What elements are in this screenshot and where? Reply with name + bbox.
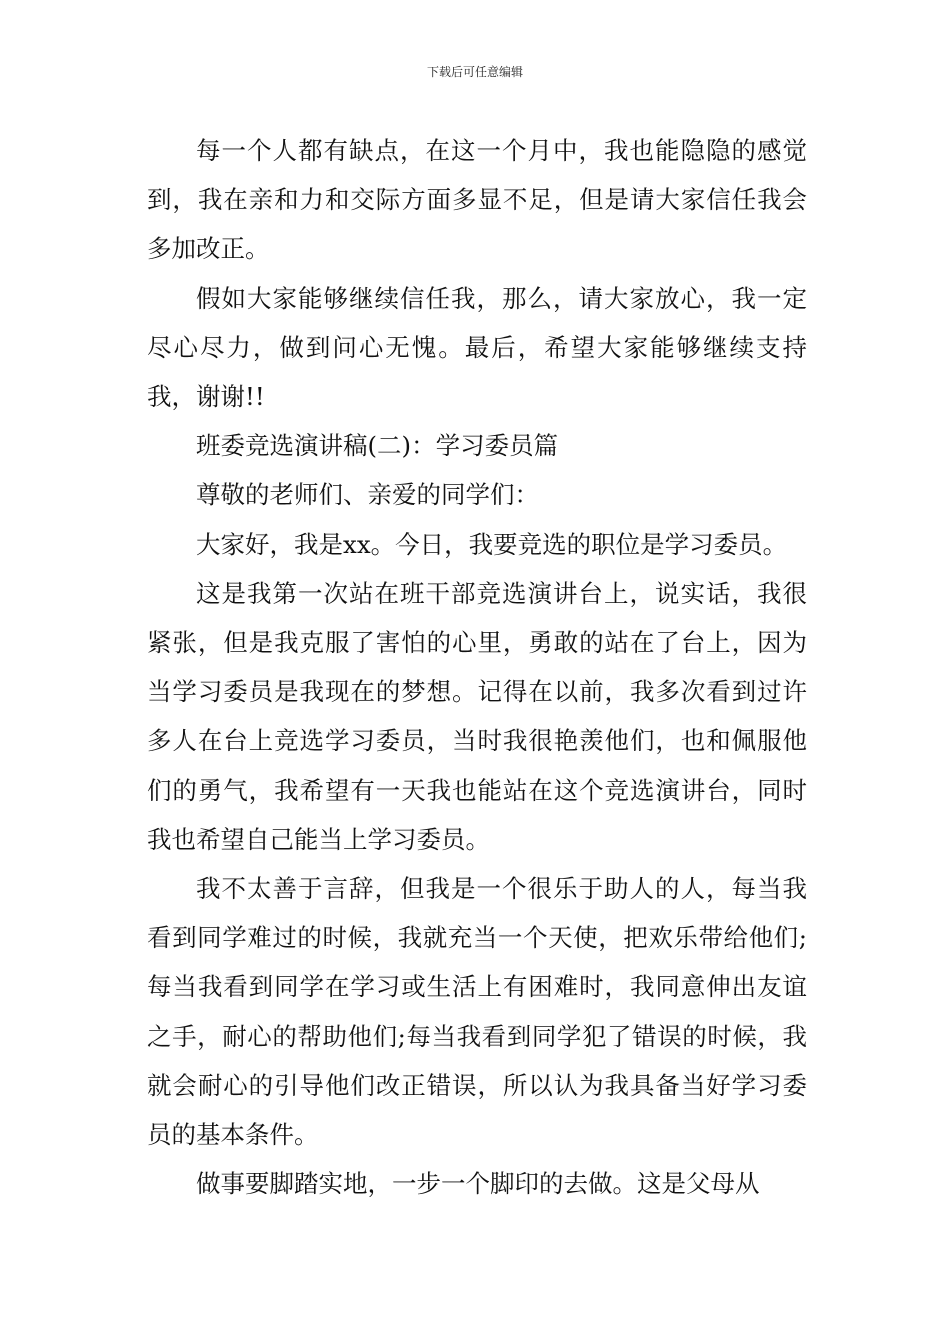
section-heading: 班委竞选演讲稿(二)：学习委员篇 <box>196 431 559 461</box>
document-body <box>147 126 807 1208</box>
salutation: 尊敬的老师们、亲爱的同学们： <box>196 480 539 510</box>
paragraph-continue-trust: 假如大家能够继续信任我，那么，请大家放心，我一定尽心尽力，做到问心无愧。最后，希望大家能够继续支持我，谢谢!! <box>147 283 807 412</box>
page-header-note: 下载后可任意编辑 <box>426 65 523 79</box>
paragraph-helpful: 我不太善于言辞，但我是一个很乐于助人的人，每当我看到同学难过的时候，我就充当一个天使，把欢乐带给他们;每当我看到同学在学习或生活上有困难时，我同意伸出友谊之手，耐心的帮助他们;每当我看到同学犯了错误的时候，我就会耐心的引导他们改正错误，所以认为我具备当好学习委员的基本条件。 <box>147 874 807 1150</box>
paragraph-first-time: 这是我第一次站在班干部竞选演讲台上，说实话，我很紧张，但是我克服了害怕的心里，勇敢的站在了台上，因为当学习委员是我现在的梦想。记得在以前，我多次看到过许多人在台上竞选学习委员，当时我很艳羡他们，也和佩服他们的勇气，我希望有一天我也能站在这个竞选演讲台，同时我也希望自己能当上学习委员。 <box>147 578 807 854</box>
paragraph-down-to-earth: 做事要脚踏实地，一步一个脚印的去做。这是父母从 <box>196 1169 760 1199</box>
paragraph-greeting: 大家好，我是xx。今日，我要竞选的职位是学习委员。 <box>196 529 788 559</box>
paragraph-shortcomings: 每一个人都有缺点，在这一个月中，我也能隐隐的感觉到，我在亲和力和交际方面多显不足，但是请大家信任我会多加改正。 <box>147 136 807 264</box>
